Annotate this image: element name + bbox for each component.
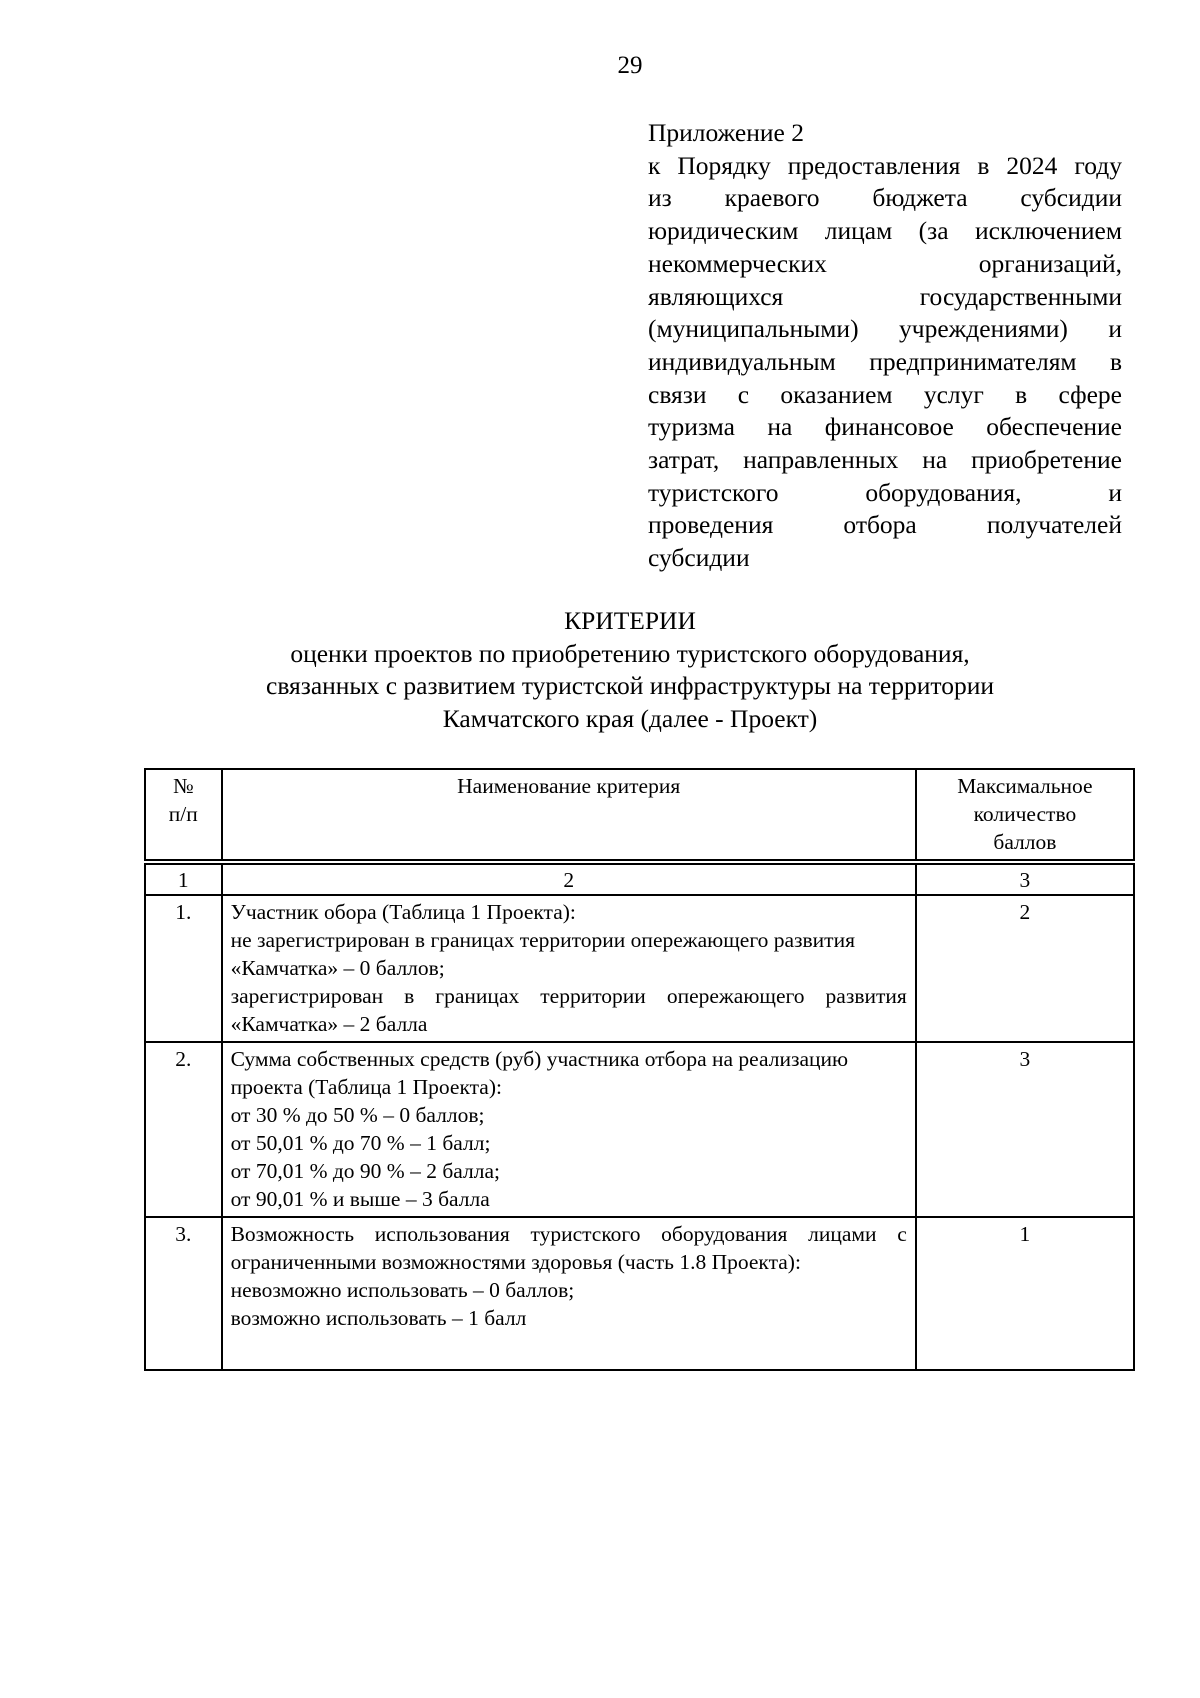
criteria-table [144, 768, 1135, 1371]
header-name: Наименование критерия [222, 769, 916, 860]
appendix-line: некоммерческих организаций, [648, 248, 1122, 278]
appendix-line: являющихся государственными [648, 281, 1122, 311]
appendix-line: субсидии [648, 543, 750, 573]
table-column-numbers-row [145, 864, 1134, 895]
appendix-line: туристского оборудования, и [648, 477, 1122, 507]
criterion-line: Возможность использования туристского оборудования лицами с [230, 1222, 907, 1246]
header-number-line: № [173, 774, 194, 798]
appendix-line: (муниципальными) учреждениями) и [648, 314, 1122, 344]
row-max-points: 1 [916, 1217, 1134, 1370]
criterion-line: возможно использовать – 1 балл [230, 1306, 527, 1330]
header-max-line: количество [973, 802, 1077, 826]
document-heading [130, 605, 1130, 735]
appendix-line: связи с оказанием услуг в сфере [648, 379, 1122, 409]
criterion-line: зарегистрирован в границах территории опережающего развития [230, 984, 907, 1008]
table-row [145, 895, 1134, 1042]
criterion-line: ограниченными возможностями здоровья (часть 1.8 Проекта): [230, 1250, 801, 1274]
appendix-line: затрат, направленных на приобретение [648, 445, 1122, 475]
row-number: 2. [145, 1042, 222, 1217]
criterion-line: от 90,01 % и выше – 3 балла [230, 1187, 490, 1211]
header-max-line: Максимальное [957, 774, 1093, 798]
criterion-line: от 70,01 % до 90 % – 2 балла; [230, 1159, 500, 1183]
appendix-line: туризма на финансовое обеспечение [648, 412, 1122, 442]
appendix-line: Приложение 2 [648, 118, 804, 147]
row-criterion [222, 1042, 916, 1217]
row-max-points: 3 [916, 1042, 1134, 1217]
criterion-line: проекта (Таблица 1 Проекта): [230, 1075, 502, 1099]
heading-subtitle-line: оценки проектов по приобретению туристского оборудования, [290, 638, 970, 668]
row-criterion [222, 1217, 916, 1370]
appendix-note [648, 117, 1122, 575]
criterion-line: невозможно использовать – 0 баллов; [230, 1278, 575, 1302]
column-number: 2 [222, 864, 916, 895]
column-number: 3 [916, 864, 1134, 895]
heading-subtitle-line: связанных с развитием туристской инфраструктуры на территории [266, 671, 994, 700]
row-max-points: 2 [916, 895, 1134, 1042]
table-row [145, 1042, 1134, 1217]
appendix-line: из краевого бюджета субсидии [648, 183, 1122, 213]
criterion-line: от 30 % до 50 % – 0 баллов; [230, 1103, 485, 1127]
appendix-line: индивидуальным предпринимателям в [648, 346, 1122, 376]
appendix-line: проведения отбора получателей [648, 510, 1122, 540]
criterion-line: «Камчатка» – 2 балла [230, 1012, 428, 1036]
header-max-points [916, 769, 1134, 860]
header-max-line: баллов [993, 830, 1057, 854]
criterion-line: «Камчатка» – 0 баллов; [230, 956, 445, 980]
row-criterion [222, 895, 916, 1042]
row-number: 1. [145, 895, 222, 1042]
table-header-row [145, 769, 1134, 860]
column-number: 1 [145, 864, 222, 895]
appendix-line: к Порядку предоставления в 2024 году [648, 150, 1122, 180]
page-number: 29 [617, 52, 643, 79]
row-number: 3. [145, 1217, 222, 1370]
heading-title: КРИТЕРИИ [564, 606, 696, 635]
appendix-line: юридическим лицам (за исключением [648, 216, 1122, 246]
table-row [145, 1217, 1134, 1370]
criterion-line: Сумма собственных средств (руб) участника отбора на реализацию [230, 1047, 849, 1071]
criterion-line: не зарегистрирован в границах территории опережающего развития [230, 928, 855, 952]
header-number-line: п/п [168, 802, 198, 826]
criterion-line: Участник обора (Таблица 1 Проекта): [230, 900, 576, 924]
header-number [145, 769, 222, 860]
criterion-line: от 50,01 % до 70 % – 1 балл; [230, 1131, 491, 1155]
heading-subtitle-line: Камчатского края (далее - Проект) [442, 703, 818, 733]
